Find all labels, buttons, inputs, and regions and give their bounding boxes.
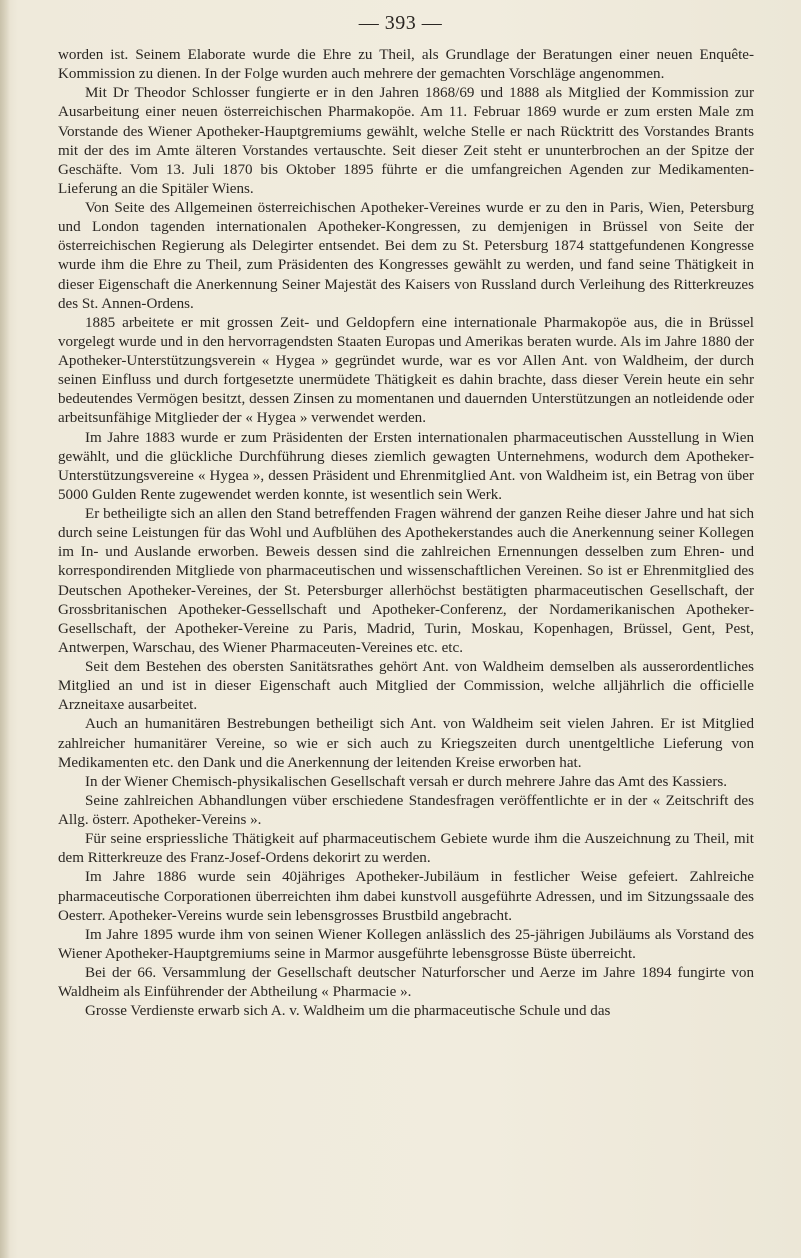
page-number: — 393 — <box>358 12 443 34</box>
paragraph: Grosse Verdienste erwarb sich A. v. Waldheim um die pharmaceutische Schule und das <box>85 1003 611 1020</box>
paragraph: Auch an humanitären Bestrebungen betheiligt sich Ant. von Waldheim seit vielen Jahren. Er ist Mitglied zahlreicher humanitärer Vereine, so wie er sich auch zu Kriegszeiten durch unentgeltliche Lieferung von Medikamenten etc. den Dank und die Anerkennung der leitenden Kreise erworben hat. <box>58 716 754 771</box>
body-text <box>58 46 754 1021</box>
paragraph: Im Jahre 1886 wurde sein 40jähriges Apotheker-Jubiläum in festlicher Weise gefeiert. Zahlreiche pharmaceutische Corporationen überreichten ihm dabei kunstvoll ausgeführte Adressen, und im Sitzungssaale des Oesterr. Apotheker-Vereins wurde sein lebensgrosses Brustbild angebracht. <box>58 869 754 924</box>
paragraph: Seit dem Bestehen des obersten Sanitätsrathes gehört Ant. von Waldheim demselben als ausserordentliches Mitglied an und ist in dieser Eigenschaft auch Mitglied der Commission, welche alljährlich die officielle Arzneitaxe ausarbeitet. <box>58 659 754 714</box>
paragraph: Von Seite des Allgemeinen österreichischen Apotheker-Vereines wurde er zu den in Paris, Wien, Petersburg und London tagenden internationalen Apotheker-Kongressen, zu demjenigen in Brüssel von Seite der österreichischen Regierung als Delegirter entsendet. Bei dem zu St. Petersburg 1874 stattgefundenen Kongresse wurde ihm die Ehre zu Theil, zum Präsidenten des Kongresses gewählt zu werden, und fand seine Thätigkeit in dieser Eigenschaft die Anerkennung Seiner Majestät des Kaisers von Russland durch Verleihung des Ritterkreuzes des St. Annen-Ordens. <box>58 200 754 312</box>
paragraph: Seine zahlreichen Abhandlungen vüber erschiedene Standesfragen veröffentlichte er in der « Zeitschrift des Allg. österr. Apotheker-Vereins ». <box>58 792 754 828</box>
paragraph: Im Jahre 1895 wurde ihm von seinen Wiener Kollegen anlässlich des 25-jährigen Jubiläums als Vorstand des Wiener Apotheker-Hauptgremiums seine in Marmor ausgeführte lebensgrosse Büste überreicht. <box>58 926 754 962</box>
paragraph: Bei der 66. Versammlung der Gesellschaft deutscher Naturforscher und Aerze im Jahre 1894 fungirte von Waldheim als Einführender der Abtheilung « Pharmacie ». <box>58 965 754 1001</box>
page-edge-shadow <box>0 0 10 1258</box>
paragraph: In der Wiener Chemisch-physikalischen Gesellschaft versah er durch mehrere Jahre das Amt des Kassiers. <box>85 773 728 790</box>
paragraph: 1885 arbeitete er mit grossen Zeit- und Geldopfern eine internationale Pharmakopöe aus, die in Brüssel vorgelegt wurde und in den hervorragendsten Staaten Europas und Amerikas beraten wurde. Als im Jahre 1880 der Apotheker-Unterstützungsverein « Hygea » gegründet wurde, war es vor Allen Ant. von Waldheim, der durch seinen Einfluss und durch fortgesetzte unermüdete Thätigkeit es dahin brachte, dass dieser Verein heute ein sehr bedeutendes Vermögen besitzt, dessen Zinsen zu momentanen und dauernden Unterstützungen an notleidende oder arbeitsunfähige Mitglieder der « Hygea » verwendet werden. <box>58 314 754 427</box>
paragraph: Für seine erspriessliche Thätigkeit auf pharmaceutischem Gebiete wurde ihm die Auszeichnung zu Theil, mit dem Ritterkreuze des Franz-Josef-Ordens dekorirt zu werden. <box>58 831 754 867</box>
paragraph: Im Jahre 1883 wurde er zum Präsidenten der Ersten internationalen pharmaceutischen Ausstellung in Wien gewählt, und die glückliche Durchführung dieses ziemlich gewagten Unternehmens, wodurch dem Apotheker-Unterstützungsvereine « Hygea », dessen Präsident und Ehrenmitglied Ant. von Waldheim ist, ein Betrag von über 5000 Gulden Rente zugewendet werden konnte, ist wesentlich sein Werk. <box>58 429 754 503</box>
paragraph: Er betheiligte sich an allen den Stand betreffenden Fragen während der ganzen Reihe dieser Jahre und hat sich durch seine Leistungen für das Wohl und Aufblühen des Apothekerstandes auch die Anerkennung seiner Kollegen im In- und Auslande erworben. Beweis dessen sind die zahlreichen Ernennungen desselben zum Ehren- und korrespondirenden Mitgliede von pharmaceutischen und wissenschaftlichen Vereinen. So ist er Ehrenmitglied des Deutschen Apotheker-Vereines, der St. Petersburger allerhöchst bestätigten pharmaceutischen Gesellschaft, der Grossbritanischen Apotheker-Gessellschaft und Apotheker-Conferenz, der Nordamerikanischen Apotheker-Gesellschaft, der Apotheker-Vereine zu Paris, Madrid, Turin, Moskau, Kopenhagen, Brüssel, Gent, Pest, Antwerpen, Warschau, des Wiener Pharmaceuten-Vereines etc. etc. <box>58 506 754 656</box>
paragraph: worden ist. Seinem Elaborate wurde die Ehre zu Theil, als Grundlage der Beratungen einer neuen Enquête-Kommission zu dienen. In der Folge wurden auch mehrere der gemachten Vorschläge angenommen. <box>58 47 754 83</box>
paragraph: Mit Dr Theodor Schlosser fungierte er in den Jahren 1868/69 und 1888 als Mitglied der Kommission zur Ausarbeitung einer neuen österreichischen Pharmakopöe. Am 11. Februar 1869 wurde er zum ersten Male zm Vorstande des Wiener Apotheker-Hauptgremiums gewählt, welche Stelle er nach Rücktritt des Vorstandes Brants mit der des im Amte älteren Vorstandes vertauschte. Seit dieser Zeit steht er ununterbrochen an der Spitze der Geschäfte. Vom 13. Juli 1870 bis Oktober 1895 führte er die umfangreichen Agenden zur Medikamenten-Lieferung an die Spitäler Wiens. <box>58 85 754 197</box>
